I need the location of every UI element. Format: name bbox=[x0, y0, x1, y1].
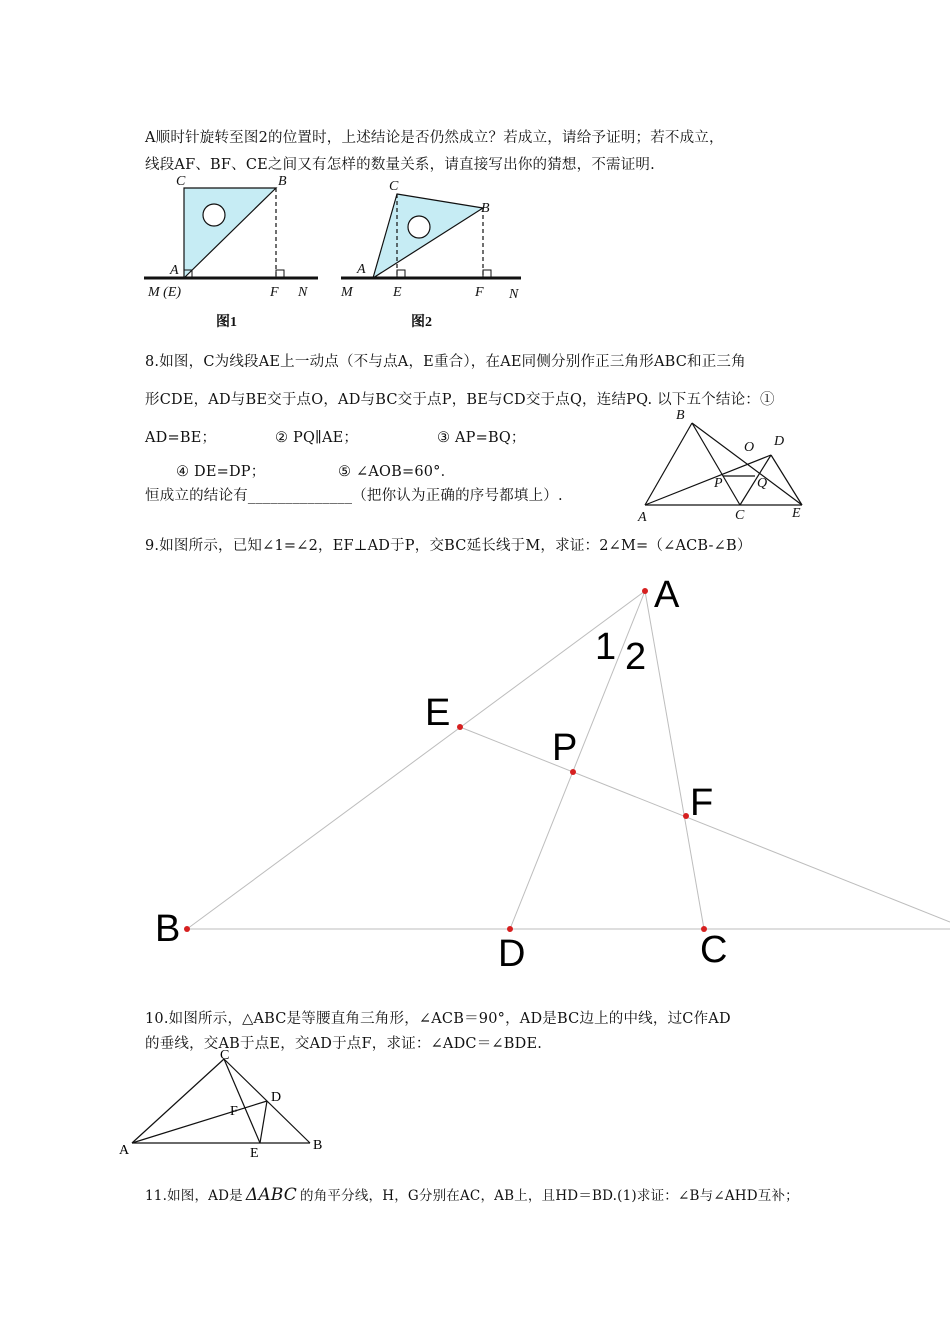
q8-text-answer-blank: 恒成立的结论有______________（把你认为正确的序号都填上）. bbox=[145, 488, 563, 504]
point-d bbox=[507, 926, 513, 932]
label-p: P bbox=[714, 476, 723, 491]
segment-ab bbox=[645, 423, 692, 505]
q8-figure bbox=[630, 405, 810, 527]
label-a: A bbox=[654, 574, 680, 616]
q8-option-2: ② PQ∥AE； bbox=[275, 430, 359, 446]
circle-hole-fig1 bbox=[203, 204, 225, 226]
label-b: B bbox=[313, 1138, 323, 1153]
point-p bbox=[570, 769, 576, 775]
label-o: O bbox=[744, 440, 755, 455]
q11-text-line1 bbox=[145, 1184, 799, 1205]
point-e bbox=[457, 724, 463, 730]
segment-ad bbox=[645, 455, 771, 505]
segment-ac bbox=[132, 1059, 224, 1143]
label-q: Q bbox=[757, 476, 768, 491]
label-a: A bbox=[170, 263, 179, 278]
q11-text-suffix: 的角平分线，H，G分别在AC，AB上，且HD＝BD.(1)求证：∠B与∠AHD互补； bbox=[300, 1188, 799, 1204]
label-e: E bbox=[425, 692, 451, 734]
label-b: B bbox=[155, 908, 181, 950]
label-angle-2: 2 bbox=[625, 636, 647, 678]
q9-text-line1: 9.如图所示，已知∠1=∠2，EF⊥AD于P，交BC延长线于M，求证：2∠M=（∠ACB-∠B） bbox=[145, 538, 752, 554]
point-a bbox=[642, 588, 648, 594]
segment-bc bbox=[692, 423, 740, 505]
label-f: F bbox=[475, 285, 484, 300]
label-a: A bbox=[638, 510, 647, 525]
label-e: E bbox=[792, 506, 801, 521]
label-n: N bbox=[509, 287, 519, 302]
q9-figure bbox=[0, 560, 950, 980]
point-f bbox=[683, 813, 689, 819]
q7-figure-1 bbox=[140, 170, 330, 335]
q11-triangle-symbol: ΔABC bbox=[245, 1185, 298, 1205]
segment-ed bbox=[260, 1101, 267, 1143]
label-b: B bbox=[481, 201, 490, 216]
q10-text-line1: 10.如图所示，△ABC是等腰直角三角形，∠ACB＝90°，AD是BC边上的中线，过C作AD bbox=[145, 1011, 731, 1027]
label-d: D bbox=[271, 1090, 282, 1105]
label-c: C bbox=[220, 1048, 230, 1063]
label-e: E bbox=[393, 285, 402, 300]
label-m: M bbox=[341, 285, 353, 300]
label-b: B bbox=[278, 174, 287, 189]
q7-figure-2 bbox=[335, 170, 535, 335]
label-d: D bbox=[498, 933, 526, 975]
circle-hole-fig2 bbox=[408, 216, 430, 238]
label-f: F bbox=[270, 285, 279, 300]
label-c: C bbox=[176, 174, 186, 189]
segment-ce bbox=[224, 1059, 260, 1143]
label-e: E bbox=[250, 1146, 259, 1161]
point-b bbox=[184, 926, 190, 932]
q7-text-line2: 线段AF、BF、CE之间又有怎样的数量关系，请直接写出你的猜想，不需证明. bbox=[145, 157, 655, 173]
q8-text-line1: 8.如图，C为线段AE上一动点（不与点A，E重合），在AE同侧分别作正三角形ABC和正三角 bbox=[145, 354, 746, 370]
label-c: C bbox=[700, 929, 728, 971]
label-b: B bbox=[676, 408, 685, 423]
label-n: N bbox=[298, 285, 308, 300]
q8-option-1: AD=BE； bbox=[145, 430, 217, 446]
label-a: A bbox=[119, 1143, 130, 1158]
segment-de bbox=[771, 455, 802, 505]
q8-text-line2: 形CDE，AD与BE交于点O，AD与BC交于点P，BE与CD交于点Q，连结PQ. 以下五个结论：① bbox=[145, 392, 775, 408]
label-c: C bbox=[389, 179, 399, 194]
figure-1-caption: 图1 bbox=[216, 315, 237, 330]
q8-option-5: ⑤ ∠AOB=60°． bbox=[338, 464, 456, 480]
triangle-abc-fig1 bbox=[184, 188, 276, 278]
label-c: C bbox=[735, 508, 745, 523]
label-m-e: M (E) bbox=[148, 285, 182, 300]
label-angle-1: 1 bbox=[595, 626, 617, 668]
segment-ad bbox=[132, 1101, 267, 1143]
q11-text-prefix: 11.如图，AD是 bbox=[145, 1188, 243, 1204]
segment-ac bbox=[645, 591, 704, 929]
label-d: D bbox=[774, 434, 785, 449]
label-p: P bbox=[552, 727, 578, 769]
figure-2-caption: 图2 bbox=[411, 315, 432, 330]
triangle-abc-fig2 bbox=[373, 194, 483, 278]
label-a: A bbox=[357, 262, 366, 277]
segment-ef-extended bbox=[460, 727, 950, 922]
q7-text-line1: A顺时针旋转至图2的位置时，上述结论是否仍然成立？若成立，请给予证明；若不成立， bbox=[145, 130, 724, 146]
q10-figure bbox=[112, 1043, 332, 1163]
q10-text-line2: 的垂线，交AB于点E，交AD于点F，求证：∠ADC＝∠BDE. bbox=[145, 1036, 543, 1052]
label-f: F bbox=[690, 782, 714, 824]
label-f: F bbox=[230, 1104, 238, 1119]
q8-option-4: ④ DE=DP； bbox=[176, 464, 266, 480]
q8-option-3: ③ AP=BQ； bbox=[437, 430, 526, 446]
